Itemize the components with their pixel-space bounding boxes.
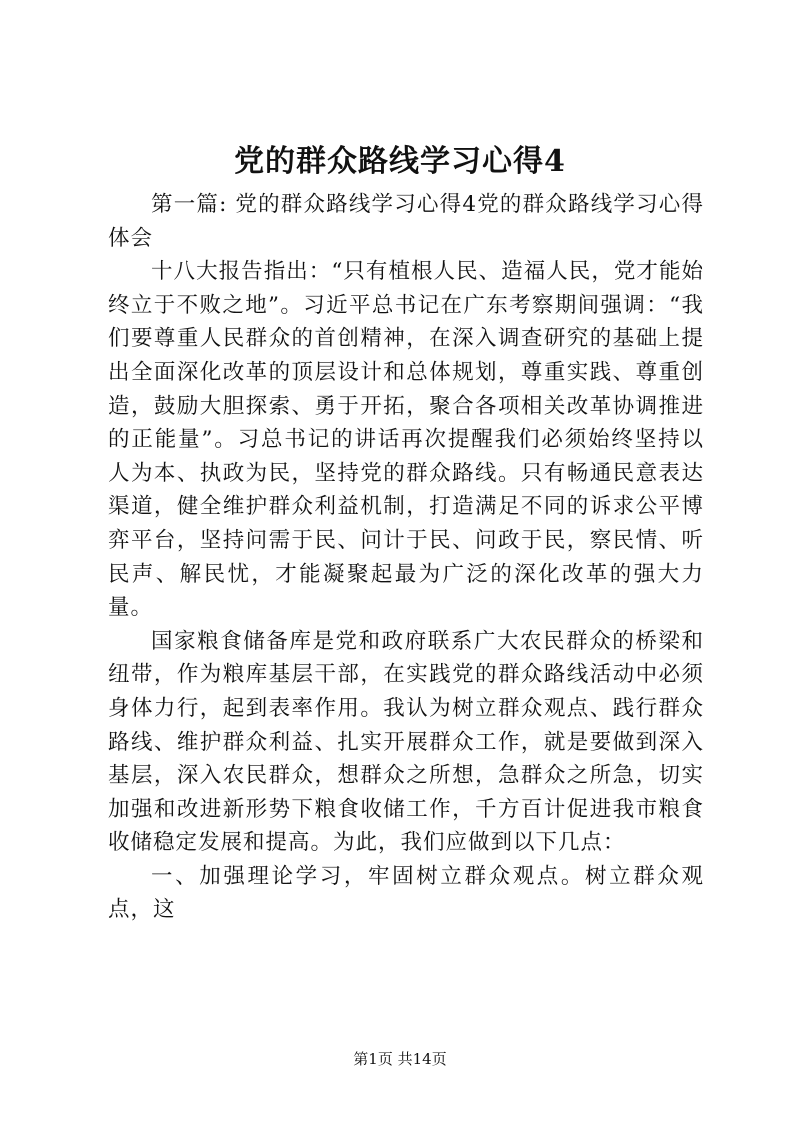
paragraph: 十八大报告指出：“只有植根人民、造福人民，党才能始终立于不败之地”。习近平总书记在广东考察期间强调：“我们要尊重人民群众的首创精神，在深入调查研究的基础上提出全面深化改革的顶层设计和总体规划，尊重实践、尊重创造，鼓励大胆探索、勇于开拓，聚合各项相关改革协调推进的正能量”。习总书记的讲话再次提醒我们必须始终坚持以人为本、执政为民，坚持党的群众路线。只有畅通民意表达渠道，健全维护群众利益机制，打造满足不同的诉求公平博弈平台，坚持问需于民、问计于民、问政于民，察民情、听民声、解民忧，才能凝聚起最为广泛的深化改革的强大力量。 <box>108 259 704 621</box>
paragraph: 一、加强理论学习，牢固树立群众观点。树立群众观点，这 <box>108 863 704 923</box>
paragraph: 国家粮食储备库是党和政府联系广大农民群众的桥梁和纽带，作为粮库基层干部，在实践党的群众路线活动中必须身体力行，起到表率作用。我认为树立群众观点、践行群众路线、维护群众利益、扎实开展群众工作，就是要做到深入基层，深入农民群众，想群众之所想，急群众之所急，切实加强和改进新形势下粮食收储工作，千方百计促进我市粮食收储稳定发展和提高。为此，我们应做到以下几点： <box>108 628 704 856</box>
paragraph-heading: 第一篇: 党的群众路线学习心得4党的群众路线学习心得体会 <box>108 192 704 251</box>
document-body <box>108 188 704 927</box>
page-number: 第1页 共14页 <box>353 1050 447 1068</box>
document-title: 党的群众路线学习心得4 <box>234 144 566 179</box>
